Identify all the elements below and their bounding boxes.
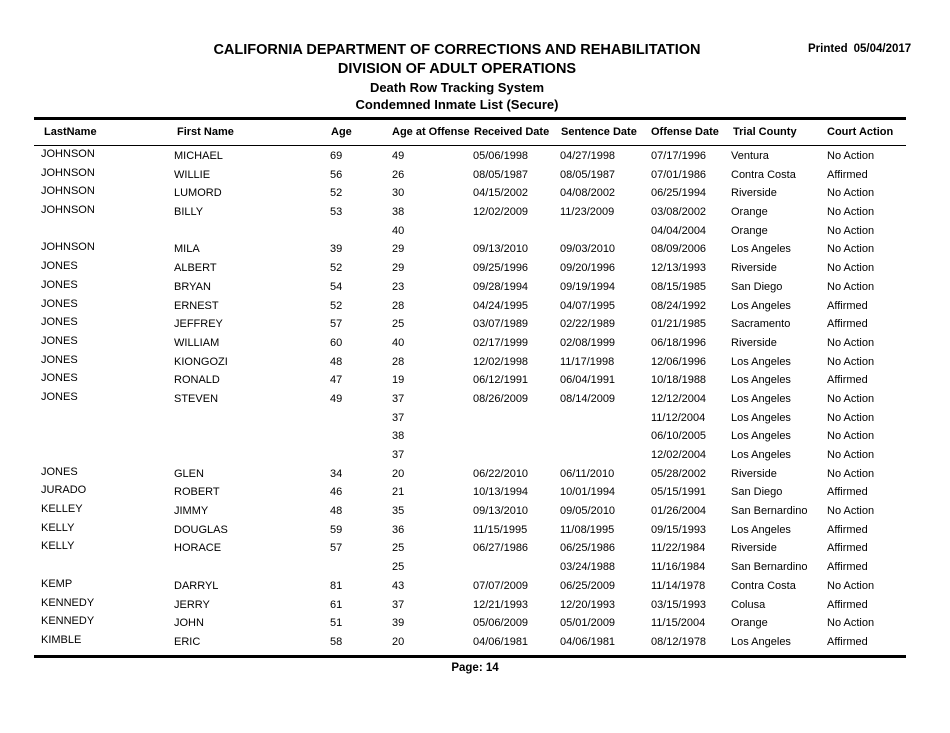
table-row (0, 167, 950, 186)
cell-last-name: KEMP (41, 577, 73, 590)
cell-received-date: 09/13/2010 (473, 505, 529, 518)
cell-received-date: 08/26/2009 (473, 392, 529, 405)
cell-age-at-offense: 40 (392, 224, 405, 237)
cell-age: 47 (330, 374, 343, 387)
cell-last-name: KENNEDY (41, 596, 95, 609)
cell-offense-date: 12/06/1996 (651, 355, 707, 368)
cell-trial-county: Contra Costa (731, 579, 796, 592)
cell-sentence-date: 09/20/1996 (560, 262, 616, 275)
cell-age-at-offense: 38 (392, 430, 405, 443)
cell-received-date: 04/24/1995 (473, 299, 529, 312)
cell-sentence-date: 06/04/1991 (560, 374, 616, 387)
cell-court-action: Affirmed (827, 486, 868, 499)
cell-trial-county: Riverside (731, 187, 777, 200)
cell-first-name: ALBERT (174, 262, 217, 275)
cell-last-name: JONES (41, 334, 78, 347)
cell-age: 49 (330, 392, 343, 405)
table-row (0, 354, 950, 373)
cell-offense-date: 01/21/1985 (651, 318, 707, 331)
cell-age-at-offense: 37 (392, 598, 405, 611)
cell-age: 48 (330, 505, 343, 518)
printed-stamp (808, 43, 911, 55)
cell-received-date: 09/25/1996 (473, 262, 529, 275)
cell-sentence-date: 11/23/2009 (560, 206, 615, 219)
cell-offense-date: 07/17/1996 (651, 150, 707, 162)
cell-last-name: JOHNSON (41, 166, 95, 179)
table-row (0, 372, 950, 391)
cell-last-name: JOHNSON (41, 148, 95, 160)
cell-age-at-offense: 37 (392, 411, 405, 424)
cell-age: 46 (330, 486, 343, 499)
cell-first-name: ERNEST (174, 299, 219, 312)
cell-received-date: 06/12/1991 (473, 374, 529, 387)
cell-sentence-date: 09/19/1994 (560, 280, 616, 293)
table-row (0, 615, 950, 634)
cell-sentence-date: 05/01/2009 (560, 617, 616, 630)
cell-received-date: 11/15/1995 (473, 523, 528, 536)
page-label: Page: (451, 662, 483, 674)
cell-offense-date: 12/12/2004 (651, 392, 707, 405)
header-rule (34, 145, 906, 146)
cell-offense-date: 03/08/2002 (651, 206, 707, 219)
cell-received-date: 12/21/1993 (473, 598, 529, 611)
cell-received-date: 08/05/1987 (473, 168, 529, 181)
table-row (0, 484, 950, 503)
cell-court-action: No Action (827, 467, 875, 480)
cell-last-name: JOHNSON (41, 204, 95, 217)
column-header-trial-county: Trial County (733, 126, 797, 138)
cell-sentence-date: 02/22/1989 (560, 318, 616, 331)
cell-last-name: JONES (41, 372, 78, 385)
cell-age-at-offense: 40 (392, 336, 405, 349)
cell-court-action: No Action (827, 262, 875, 275)
cell-sentence-date: 09/03/2010 (560, 243, 616, 256)
table-row (0, 597, 950, 616)
cell-trial-county: Contra Costa (731, 168, 796, 181)
table-row (0, 185, 950, 204)
cell-first-name: BRYAN (174, 280, 211, 293)
cell-last-name: JONES (41, 260, 78, 273)
cell-trial-county: San Bernardino (731, 505, 808, 518)
cell-offense-date: 10/18/1988 (651, 374, 707, 387)
cell-first-name: JEFFREY (174, 318, 223, 331)
cell-trial-county: Orange (731, 224, 768, 237)
cell-first-name: DOUGLAS (174, 523, 228, 536)
cell-age: 52 (330, 187, 343, 200)
cell-age-at-offense: 38 (392, 206, 405, 219)
cell-received-date: 12/02/1998 (473, 355, 529, 368)
cell-court-action: Affirmed (827, 523, 868, 536)
cell-offense-date: 11/16/1984 (651, 561, 706, 574)
cell-sentence-date: 04/07/1995 (560, 299, 616, 312)
table-row (0, 540, 950, 559)
cell-sentence-date: 04/27/1998 (560, 150, 616, 162)
cell-sentence-date: 09/05/2010 (560, 505, 616, 518)
cell-court-action: Affirmed (827, 542, 868, 555)
cell-court-action: No Action (827, 243, 875, 256)
table-row (0, 204, 950, 223)
cell-received-date: 12/02/2009 (473, 206, 529, 219)
cell-received-date: 05/06/1998 (473, 150, 529, 162)
cell-age: 54 (330, 280, 343, 293)
cell-court-action: No Action (827, 392, 875, 405)
cell-first-name: ERIC (174, 635, 201, 648)
cell-offense-date: 08/09/2006 (651, 243, 707, 256)
cell-offense-date: 12/13/1993 (651, 262, 707, 275)
column-header-last-name: LastName (44, 126, 97, 138)
table-row (0, 260, 950, 279)
table-row (0, 522, 950, 541)
table-row (0, 316, 950, 335)
cell-sentence-date: 06/25/1986 (560, 542, 616, 555)
cell-trial-county: Los Angeles (731, 449, 791, 461)
cell-court-action: No Action (827, 224, 875, 237)
cell-offense-date: 11/14/1978 (651, 579, 706, 592)
cell-court-action: Affirmed (827, 168, 868, 181)
cell-first-name: HORACE (174, 542, 222, 555)
cell-offense-date: 11/22/1984 (651, 542, 706, 555)
cell-first-name: RONALD (174, 374, 220, 387)
cell-trial-county: Riverside (731, 262, 777, 275)
cell-received-date: 06/22/2010 (473, 467, 529, 480)
cell-age: 52 (330, 262, 343, 275)
cell-age-at-offense: 43 (392, 579, 405, 592)
table-row (0, 148, 950, 167)
cell-first-name: STEVEN (174, 392, 219, 405)
cell-offense-date: 04/04/2004 (651, 224, 707, 237)
cell-last-name: KELLY (41, 540, 75, 553)
cell-trial-county: Orange (731, 206, 768, 219)
table-row (0, 428, 950, 447)
cell-court-action: No Action (827, 355, 875, 368)
cell-first-name: LUMORD (174, 187, 222, 200)
table-row (0, 578, 950, 597)
printed-date: 05/04/2017 (853, 43, 912, 55)
cell-age-at-offense: 21 (392, 486, 405, 499)
cell-court-action: No Action (827, 617, 875, 630)
cell-received-date: 03/07/1989 (473, 318, 529, 331)
cell-offense-date: 01/26/2004 (651, 505, 707, 518)
printed-label: Printed (808, 43, 848, 55)
cell-last-name: KIMBLE (41, 633, 82, 646)
table-row (0, 559, 950, 578)
table-row (0, 466, 950, 485)
cell-trial-county: Los Angeles (731, 299, 791, 312)
page-number: 14 (485, 662, 499, 674)
column-header-sentence-date: Sentence Date (561, 126, 637, 138)
cell-trial-county: Los Angeles (731, 392, 791, 405)
table-row (0, 410, 950, 429)
cell-received-date: 09/13/2010 (473, 243, 529, 256)
cell-offense-date: 11/12/2004 (651, 411, 706, 424)
cell-age: 39 (330, 243, 343, 256)
cell-age-at-offense: 30 (392, 187, 405, 200)
cell-court-action: No Action (827, 336, 875, 349)
cell-trial-county: San Diego (731, 280, 783, 293)
cell-offense-date: 06/25/1994 (651, 187, 707, 200)
bottom-rule (34, 655, 906, 658)
cell-last-name: JOHNSON (41, 241, 95, 254)
table-row (0, 391, 950, 410)
cell-age: 34 (330, 467, 343, 480)
cell-age-at-offense: 39 (392, 617, 405, 630)
cell-age: 48 (330, 355, 343, 368)
cell-trial-county: Orange (731, 617, 768, 630)
cell-offense-date: 08/24/1992 (651, 299, 707, 312)
cell-age-at-offense: 28 (392, 355, 405, 368)
page-footer (0, 662, 950, 674)
cell-court-action: No Action (827, 150, 875, 162)
cell-sentence-date: 04/08/2002 (560, 187, 616, 200)
cell-age-at-offense: 28 (392, 299, 405, 312)
cell-offense-date: 07/01/1986 (651, 168, 707, 181)
cell-age: 57 (330, 318, 343, 331)
cell-age: 81 (330, 579, 343, 592)
cell-first-name: WILLIAM (174, 336, 220, 349)
cell-trial-county: Los Angeles (731, 635, 791, 648)
cell-sentence-date: 03/24/1988 (560, 561, 616, 574)
cell-trial-county: Los Angeles (731, 430, 791, 443)
cell-last-name: KELLY (41, 521, 75, 534)
cell-last-name: JONES (41, 353, 78, 366)
cell-age: 57 (330, 542, 343, 555)
table-row (0, 241, 950, 260)
cell-last-name: JOHNSON (41, 185, 95, 198)
system-title: Death Row Tracking System (369, 80, 545, 95)
cell-last-name: KELLEY (41, 503, 83, 516)
cell-trial-county: Riverside (731, 336, 777, 349)
cell-received-date: 09/28/1994 (473, 280, 529, 293)
cell-court-action: Affirmed (827, 318, 868, 331)
cell-last-name: JONES (41, 297, 78, 310)
cell-sentence-date: 06/25/2009 (560, 579, 616, 592)
report-title: CALIFORNIA DEPARTMENT OF CORRECTIONS AND REHABILITATION (213, 42, 701, 58)
table-row (0, 279, 950, 298)
cell-age-at-offense: 29 (392, 262, 405, 275)
cell-sentence-date: 08/14/2009 (560, 392, 616, 405)
cell-received-date: 07/07/2009 (473, 579, 529, 592)
cell-trial-county: San Bernardino (731, 561, 808, 574)
cell-age-at-offense: 23 (392, 280, 405, 293)
cell-court-action: No Action (827, 187, 875, 200)
cell-last-name: JONES (41, 390, 78, 403)
cell-age-at-offense: 25 (392, 542, 405, 555)
cell-age-at-offense: 29 (392, 243, 405, 256)
cell-court-action: No Action (827, 579, 875, 592)
cell-age-at-offense: 35 (392, 505, 405, 518)
cell-trial-county: San Diego (731, 486, 783, 499)
cell-first-name: BILLY (174, 206, 204, 219)
column-header-offense-date: Offense Date (651, 126, 719, 138)
cell-received-date: 05/06/2009 (473, 617, 529, 630)
cell-age-at-offense: 20 (392, 467, 405, 480)
cell-court-action: No Action (827, 449, 875, 461)
cell-sentence-date: 02/08/1999 (560, 336, 616, 349)
cell-age-at-offense: 26 (392, 168, 405, 181)
cell-received-date: 10/13/1994 (473, 486, 529, 499)
cell-court-action: No Action (827, 280, 875, 293)
cell-first-name: GLEN (174, 467, 204, 480)
cell-court-action: Affirmed (827, 561, 868, 574)
cell-trial-county: Los Angeles (731, 243, 791, 256)
cell-last-name: JURADO (41, 484, 87, 497)
cell-first-name: WILLIE (174, 168, 211, 181)
cell-last-name: JONES (41, 278, 78, 291)
cell-offense-date: 05/28/2002 (651, 467, 707, 480)
cell-last-name: KENNEDY (41, 615, 95, 628)
column-header-age: Age (331, 126, 352, 138)
cell-age: 69 (330, 150, 343, 162)
cell-offense-date: 09/15/1993 (651, 523, 707, 536)
cell-received-date: 04/06/1981 (473, 635, 529, 648)
top-rule (34, 117, 906, 120)
cell-offense-date: 06/10/2005 (651, 430, 707, 443)
cell-first-name: JIMMY (174, 505, 209, 518)
cell-sentence-date: 06/11/2010 (560, 467, 615, 480)
column-header-age-at-offense: Age at Offense (392, 126, 470, 138)
cell-sentence-date: 10/01/1994 (560, 486, 616, 499)
cell-age-at-offense: 25 (392, 318, 405, 331)
cell-sentence-date: 11/08/1995 (560, 523, 615, 536)
cell-age: 56 (330, 168, 343, 181)
list-title: Condemned Inmate List (Secure) (355, 97, 559, 112)
cell-court-action: Affirmed (827, 598, 868, 611)
cell-offense-date: 08/15/1985 (651, 280, 707, 293)
cell-court-action: No Action (827, 206, 875, 219)
cell-sentence-date: 04/06/1981 (560, 635, 616, 648)
cell-trial-county: Riverside (731, 467, 777, 480)
cell-trial-county: Los Angeles (731, 355, 791, 368)
inmate-table-body (0, 148, 950, 653)
cell-first-name: JOHN (174, 617, 204, 630)
column-header-first-name: First Name (177, 126, 234, 138)
table-row (0, 223, 950, 242)
cell-court-action: No Action (827, 411, 875, 424)
cell-sentence-date: 11/17/1998 (560, 355, 615, 368)
cell-court-action: No Action (827, 505, 875, 518)
cell-age-at-offense: 20 (392, 635, 405, 648)
cell-received-date: 06/27/1986 (473, 542, 529, 555)
cell-first-name: MICHAEL (174, 150, 223, 162)
cell-age-at-offense: 36 (392, 523, 405, 536)
column-header-received-date: Received Date (474, 126, 550, 138)
cell-age: 59 (330, 523, 343, 536)
cell-age: 51 (330, 617, 343, 630)
cell-last-name: JONES (41, 465, 78, 478)
cell-first-name: JERRY (174, 598, 210, 611)
table-row (0, 503, 950, 522)
cell-first-name: KIONGOZI (174, 355, 228, 368)
cell-first-name: ROBERT (174, 486, 220, 499)
table-row (0, 298, 950, 317)
cell-offense-date: 11/15/2004 (651, 617, 706, 630)
cell-age-at-offense: 37 (392, 449, 405, 461)
cell-trial-county: Los Angeles (731, 411, 791, 424)
cell-offense-date: 03/15/1993 (651, 598, 707, 611)
cell-age-at-offense: 37 (392, 392, 405, 405)
cell-court-action: No Action (827, 430, 875, 443)
cell-first-name: DARRYL (174, 579, 219, 592)
cell-offense-date: 12/02/2004 (651, 449, 707, 461)
cell-sentence-date: 12/20/1993 (560, 598, 616, 611)
cell-age-at-offense: 49 (392, 150, 405, 162)
cell-sentence-date: 08/05/1987 (560, 168, 616, 181)
cell-received-date: 02/17/1999 (473, 336, 529, 349)
cell-age: 58 (330, 635, 343, 648)
cell-court-action: Affirmed (827, 635, 868, 648)
cell-age: 61 (330, 598, 343, 611)
cell-trial-county: Los Angeles (731, 374, 791, 387)
table-row (0, 447, 950, 466)
cell-age-at-offense: 19 (392, 374, 405, 387)
cell-age: 60 (330, 336, 343, 349)
column-header-court-action: Court Action (827, 126, 894, 138)
cell-age: 52 (330, 299, 343, 312)
cell-first-name: MILA (174, 243, 200, 256)
division-title: DIVISION OF ADULT OPERATIONS (337, 61, 577, 77)
cell-age-at-offense: 25 (392, 561, 405, 574)
cell-trial-county: Sacramento (731, 318, 791, 331)
cell-trial-county: Riverside (731, 542, 777, 555)
cell-court-action: Affirmed (827, 374, 868, 387)
cell-trial-county: Ventura (731, 150, 769, 162)
table-row (0, 335, 950, 354)
cell-offense-date: 05/15/1991 (651, 486, 707, 499)
cell-age: 53 (330, 206, 343, 219)
cell-offense-date: 06/18/1996 (651, 336, 707, 349)
cell-offense-date: 08/12/1978 (651, 635, 707, 648)
cell-trial-county: Los Angeles (731, 523, 791, 536)
cell-last-name: JONES (41, 316, 78, 329)
table-row (0, 634, 950, 653)
cell-received-date: 04/15/2002 (473, 187, 529, 200)
cell-trial-county: Colusa (731, 598, 766, 611)
cell-court-action: Affirmed (827, 299, 868, 312)
